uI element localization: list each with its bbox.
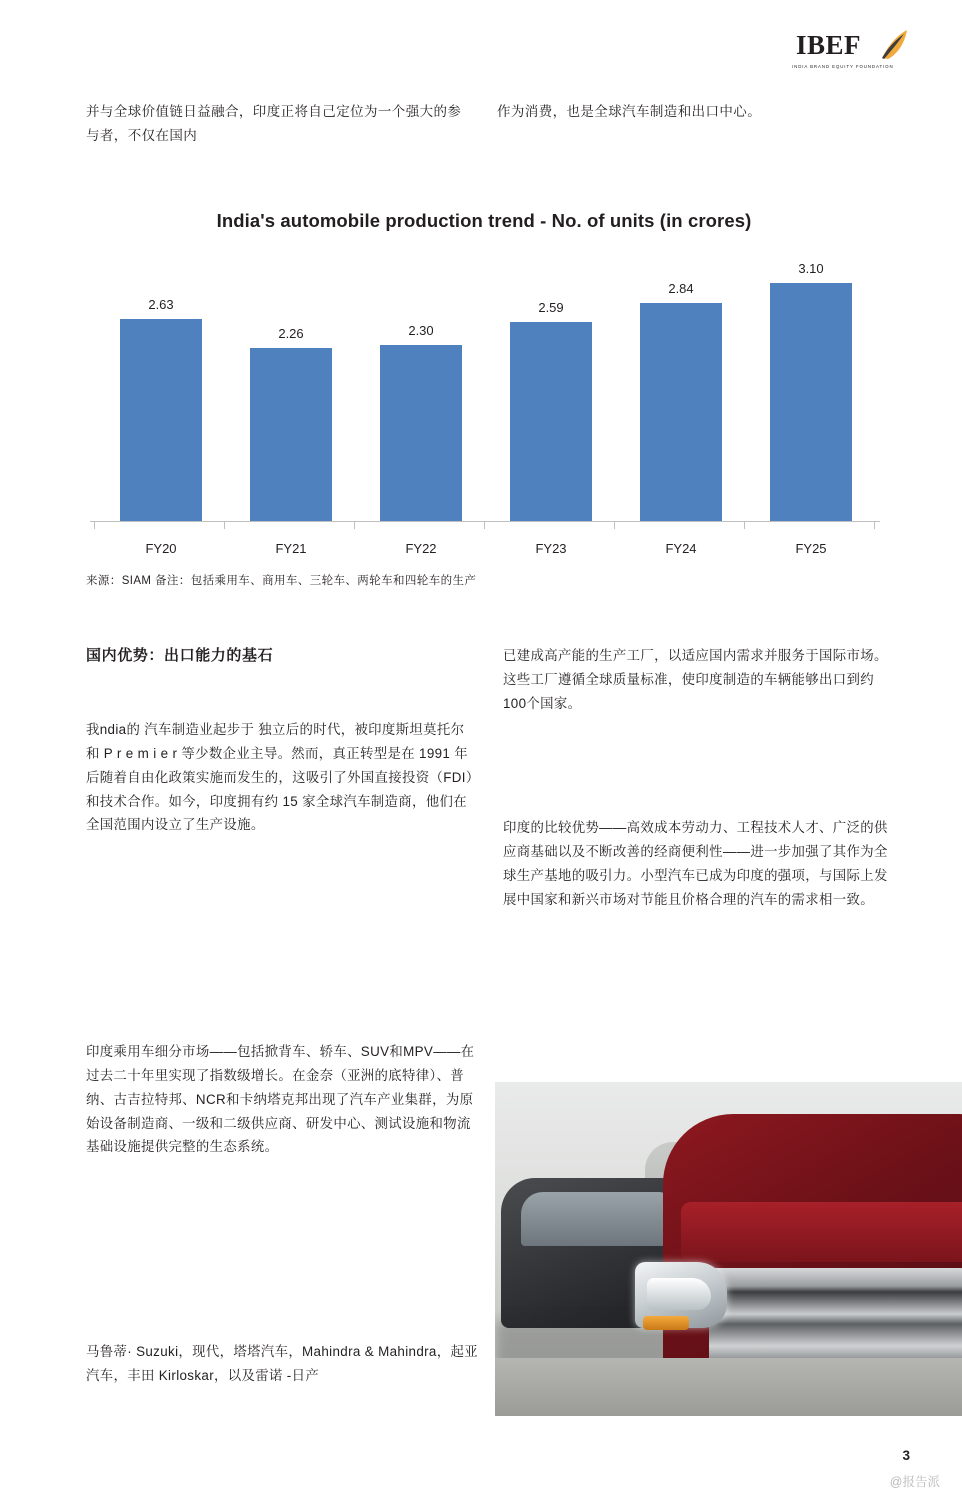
x-tick-label: FY22 [405,541,437,556]
bar-value-label: 2.84 [668,281,694,297]
axis-tick [224,522,225,529]
x-tick-label: FY25 [795,541,827,556]
axis-tick [614,522,615,529]
photo-red-suv-hood [681,1202,962,1262]
bar-value-label: 2.26 [278,325,304,341]
logo-caption: INDIA BRAND EQUITY FOUNDATION [792,64,894,69]
chart-x-tick-labels [96,541,876,556]
bar-slot [357,260,486,522]
left-paragraph-1: 我ndia的 汽车制造业起步于 独立后的时代，被印度斯坦莫托尔 和 P r e m i e r 等少数企业主导。然而，真正转型是在 1991 年后随着自由化政策实施而发生的，这吸引了外国直接投资（FDI）和技术合作。如今，印度拥有约 15 家全球汽车制造商，他们在全国范围内设立了生产设施。 [86,722,473,833]
intro-right-column: 作为消费，也是全球汽车制造和出口中心。 [497,104,762,119]
chart-title: India's automobile production trend - No. of units (in crores) [216,210,752,231]
left-paragraph-2: 印度乘用车细分市场——包括掀背车、轿车、SUV和MPV——在过去二十年里实现了指数级增长。在金奈（亚洲的底特律）、普纳、古吉拉特邦、NCR和卡纳塔克邦出现了汽车产业集群，为原始设备制造商、一级和二级供应商、研发中心、测试设施和物流基础设施提供完整的生态系统。 [86,1044,475,1155]
intro-section [86,100,882,147]
axis-tick [94,522,95,529]
photo-floor [495,1358,962,1416]
bar-slot [617,260,746,522]
bar-slot [747,260,876,522]
production-trend-chart [86,198,882,598]
chart-x-axis [90,521,880,522]
bar-slot [487,260,616,522]
axis-tick [744,522,745,529]
x-tick-label: FY21 [275,541,307,556]
x-tick-label: FY20 [145,541,177,556]
photo-red-suv-grille [709,1268,962,1368]
bar-value-label: 2.30 [408,322,434,338]
chart-plot-area [86,260,882,562]
bar [250,348,332,522]
section-heading: 国内优势：出口能力的基石 [86,647,274,664]
bar-slot [227,260,356,522]
leaf-mark-icon [880,28,910,60]
bar [770,283,852,522]
bar [510,322,592,522]
photo-indicator-light [643,1316,689,1330]
bar [640,303,722,522]
photo-headlight-lens [647,1278,711,1310]
chart-bars [96,260,876,522]
intro-left-column: 并与全球价值链日益融合，印度正将自己定位为一个强大的参与者，不仅在国内 [86,104,462,143]
logo-wordmark: IBEF [796,30,862,60]
left-paragraph-3: 马鲁蒂· Suzuki，现代，塔塔汽车，Mahindra & Mahindra，起亚汽车，丰田 Kirloskar，以及雷诺 -日产 [86,1344,478,1383]
bar-value-label: 2.59 [538,300,564,316]
bar-value-label: 3.10 [798,261,824,277]
showroom-cars-photo [495,1082,962,1416]
x-tick-label: FY23 [535,541,567,556]
bar-value-label: 2.63 [148,297,174,313]
axis-tick [484,522,485,529]
chart-source-note: 来源：SIAM 备注：包括乘用车、商用车、三轮车、两轮车和四轮车的生产 [86,575,477,587]
right-paragraph-1: 已建成高产能的生产工厂，以适应国内需求并服务于国际市场。这些工厂遵循全球质量标准，使印度制造的车辆能够出口到约100个国家。 [503,648,888,711]
bar [120,319,202,522]
x-tick-label: FY24 [665,541,697,556]
bar-slot [97,260,226,522]
watermark: @报告派 [889,1475,940,1489]
right-paragraph-2: 印度的比较优势——高效成本劳动力、工程技术人才、广泛的供应商基础以及不断改善的经商便利性——进一步加强了其作为全球生产基地的吸引力。小型汽车已成为印度的强项，与国际上发展中国家和新兴市场对节能且价格合理的汽车的需求相一致。 [503,820,888,907]
page-number: 3 [902,1448,910,1463]
axis-tick [354,522,355,529]
photo-left-car-window [521,1192,673,1246]
axis-tick [874,522,875,529]
ibef-logo [792,28,910,80]
bar [380,345,462,522]
